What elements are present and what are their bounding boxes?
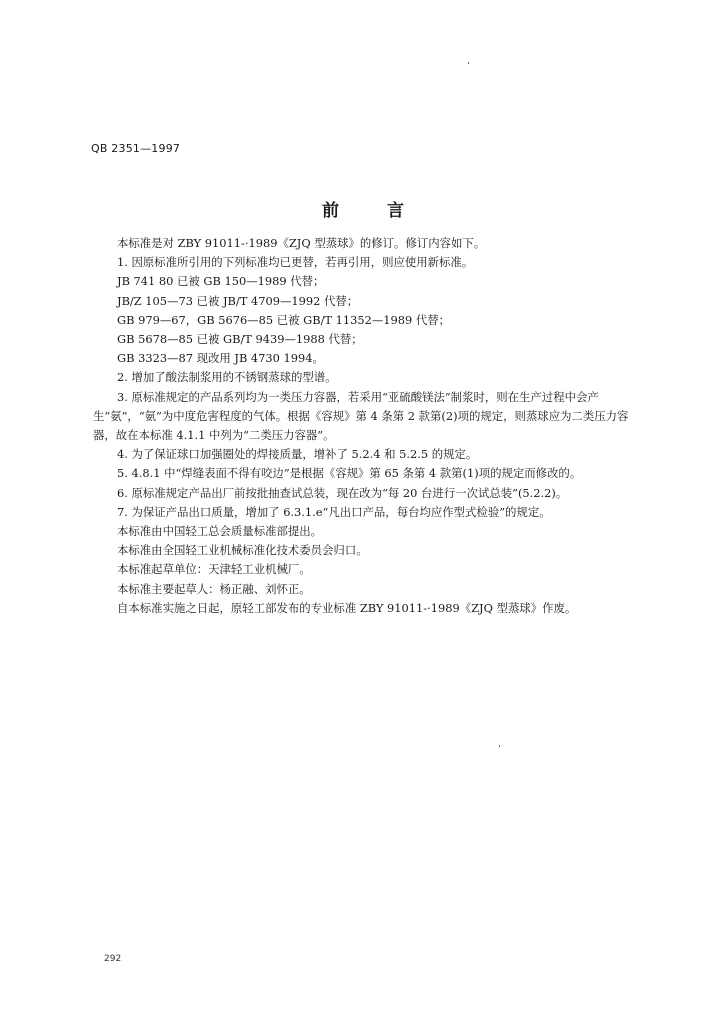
- paragraph-line: 6. 原标准规定产品出厂前按批抽查试总装，现在改为“每 20 台进行一次试总装”(5.2.2)。: [117, 485, 568, 500]
- paragraph-line: GB 5678—85 已被 GB/T 9439—1988 代替；: [117, 332, 363, 347]
- paragraph-line: JB/Z 105—73 已被 JB/T 4709—1992 代替；: [117, 293, 359, 308]
- paragraph-line: 自本标准实施之日起，原轻工部发布的专业标准 ZBY 91011-·1989《ZJQ 型蒸球》作废。: [117, 600, 577, 615]
- scan-speck: [499, 745, 500, 747]
- paragraph-line: JB 741 80 已被 GB 150—1989 代替；: [117, 274, 325, 289]
- paragraph-line: 生“氨”，“氨”为中度危害程度的气体。根据《容规》第 4 条第 2 款第(2)项的规定，则蒸球应为二类压力容: [93, 408, 629, 423]
- page-number: 292: [104, 954, 122, 964]
- paragraph-line: 本标准起草单位：天津轻工业机械厂。: [117, 562, 311, 577]
- paragraph-line: GB 979—67，GB 5676—85 已被 GB/T 11352—1989 代替；: [117, 312, 451, 327]
- paragraph-line: 3. 原标准规定的产品系列均为一类压力容器，若采用“亚硫酸镁法”制浆时，则在生产过程中会产: [117, 389, 599, 404]
- foreword-body: [93, 234, 633, 618]
- paragraph-line: 本标准由中国轻工总会质量标准部提出。: [117, 524, 323, 539]
- page-title: [0, 196, 726, 221]
- scan-speck: [468, 62, 469, 64]
- paragraph-line: 2. 增加了酸法制浆用的不锈钢蒸球的型谱。: [117, 370, 337, 385]
- title-char-1: 前: [322, 201, 339, 221]
- title-char-2: 言: [387, 201, 404, 221]
- paragraph-line: 7. 为保证产品出口质量，增加了 6.3.1.e“凡出口产品，每台均应作型式检验”的规定。: [117, 504, 551, 519]
- paragraph-line: 1. 因原标准所引用的下列标准均已更替，若再引用，则应使用新标准。: [117, 255, 474, 270]
- paragraph-line: 本标准由全国轻工业机械标准化技术委员会归口。: [117, 543, 368, 558]
- paragraph-line: 器，故在本标准 4.1.1 中列为“二类压力容器”。: [93, 428, 335, 443]
- paragraph-line: 5. 4.8.1 中“焊缝表面不得有咬边”是根据《容规》第 65 条第 4 款第(1)项的规定而修改的。: [117, 466, 582, 481]
- standard-code: QB 2351—1997: [91, 142, 181, 155]
- paragraph-line: 本标准是对 ZBY 91011-·1989《ZJQ 型蒸球》的修订。修订内容如下。: [117, 236, 486, 250]
- paragraph-line: 4. 为了保证球口加强圈处的焊接质量，增补了 5.2.4 和 5.2.5 的规定。: [117, 447, 478, 462]
- paragraph-line: GB 3323—87 现改用 JB 4730 1994。: [117, 351, 324, 366]
- paragraph-line: 本标准主要起草人：杨正融、刘怀正。: [117, 581, 311, 596]
